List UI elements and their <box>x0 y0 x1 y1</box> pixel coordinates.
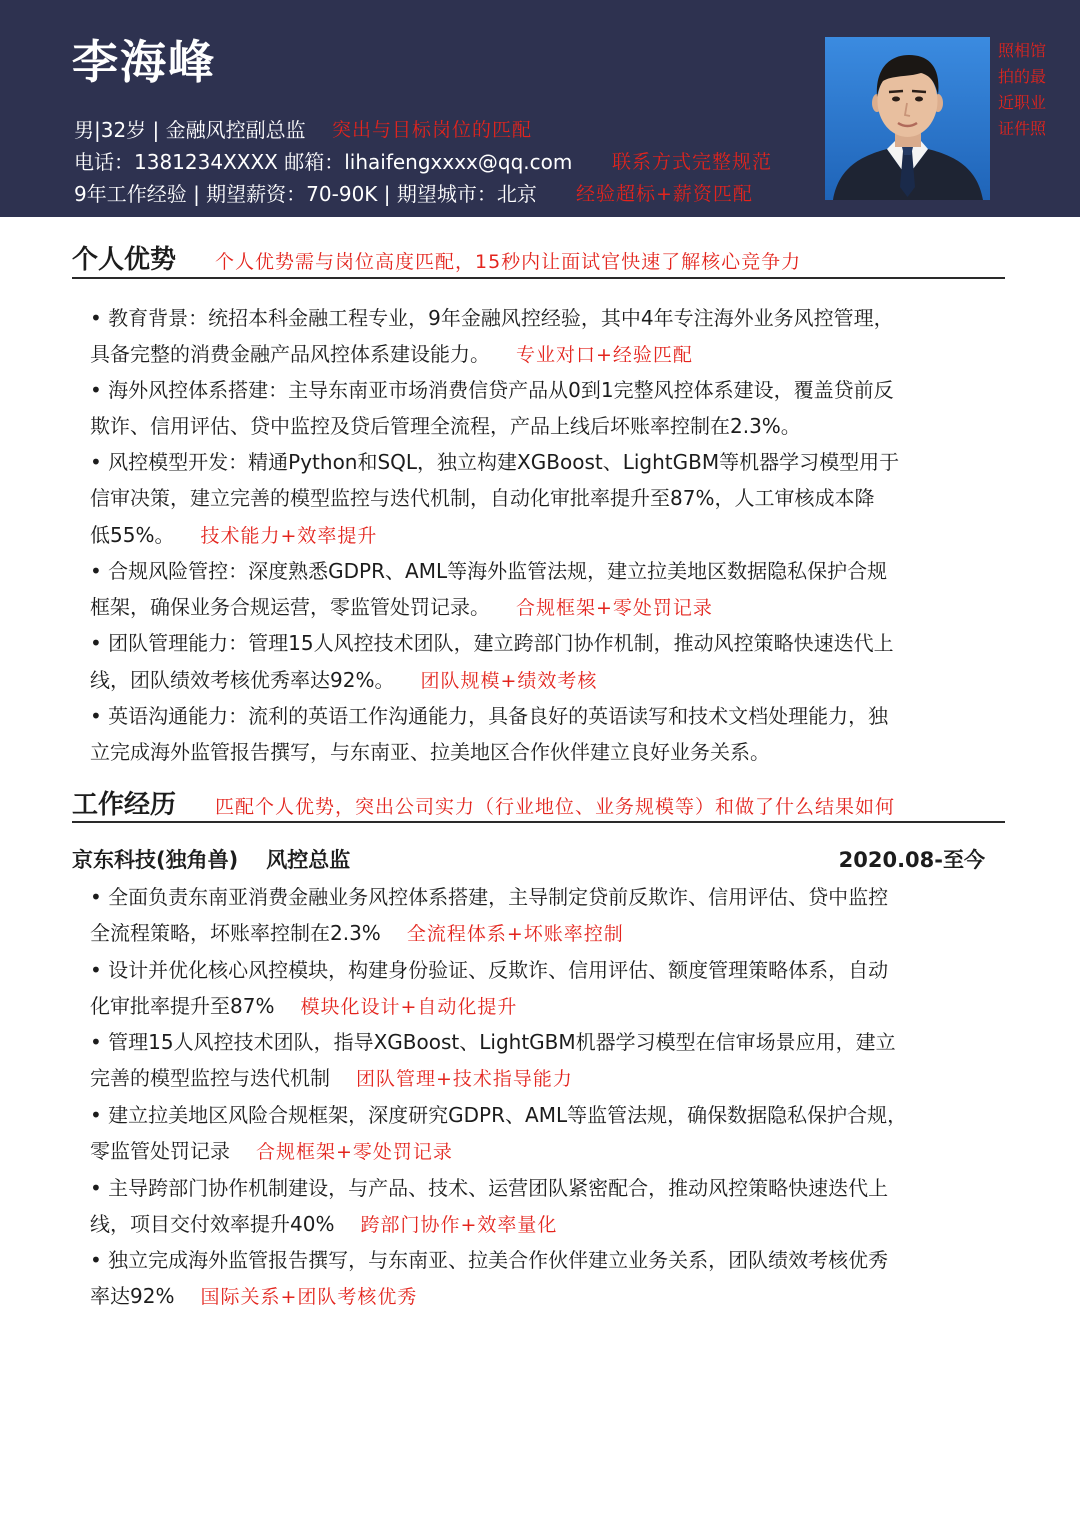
line-text: 线，项目交付效率提升40% <box>90 1212 335 1236</box>
job-role: 风控总监 <box>266 848 351 872</box>
line-text: • 风控模型开发：精通Python和SQL，独立构建XGBoost、LightGBM等机器学习模型用于 <box>90 450 900 474</box>
advantage-line <box>90 625 894 661</box>
line-text: • 独立完成海外监管报告撰写，与东南亚、拉美合作伙伴建立业务关系，团队绩效考核优秀 <box>90 1248 889 1272</box>
experience-line <box>90 1278 417 1314</box>
photo-annotation <box>998 38 1062 142</box>
experience-line <box>90 1097 907 1133</box>
experience-line <box>90 1060 573 1096</box>
line-text: • 团队管理能力：管理15人风控技术团队，建立跨部门协作机制，推动风控策略快速迭代上 <box>90 631 894 655</box>
line-text: 欺诈、信用评估、贷中监控及贷后管理全流程，产品上线后坏账率控制在2.3%。 <box>90 414 801 438</box>
advantage-line <box>90 444 899 480</box>
experience-line <box>90 915 624 951</box>
line-annotation: 团队管理+技术指导能力 <box>356 1068 573 1090</box>
photo-annotation-line: 证件照 <box>998 119 1047 138</box>
line-text: 信审决策，建立完善的模型监控与迭代机制，自动化审批率提升至87%，人工审核成本降 <box>90 486 875 510</box>
experience-line <box>90 1206 557 1242</box>
line-text: 完善的模型监控与迭代机制 <box>90 1066 330 1090</box>
line-text: 零监管处罚记录 <box>90 1139 230 1163</box>
line-annotation: 跨部门协作+效率量化 <box>360 1214 558 1236</box>
line-annotation: 合规框架+零处罚记录 <box>256 1141 453 1163</box>
resume-header <box>0 0 1080 217</box>
experience-line <box>90 879 888 915</box>
advantage-line <box>90 480 874 516</box>
line-annotation: 全流程体系+坏账率控制 <box>406 923 624 945</box>
advantage-line <box>90 698 888 734</box>
company-name: 京东科技(独角兽) <box>72 848 239 872</box>
job-period: 2020.08-至今 <box>838 848 985 872</box>
experience-line <box>90 1133 453 1169</box>
advantage-line <box>90 517 377 553</box>
line-text: 框架，确保业务合规运营，零监管处罚记录。 <box>90 595 490 619</box>
section-divider <box>72 821 1005 823</box>
section-title-experience: 工作经历 <box>72 790 177 820</box>
candidate-name: 李海峰 <box>72 35 216 89</box>
experience-line <box>90 952 888 988</box>
line-text: • 主导跨部门协作机制建设，与产品、技术、运营团队紧密配合，推动风控策略快速迭代上 <box>90 1176 889 1200</box>
line-text: 线，团队绩效考核优秀率达92%。 <box>90 668 395 692</box>
expectation-annotation: 经验超标+薪资匹配 <box>576 183 753 205</box>
photo-annotation-line: 近职业 <box>998 93 1047 112</box>
basic-info-annotation: 突出与目标岗位的匹配 <box>332 119 533 141</box>
line-text: 化审批率提升至87% <box>90 994 275 1018</box>
line-text: 率达92% <box>90 1284 175 1308</box>
advantage-line <box>90 300 894 336</box>
experience-line <box>90 988 517 1024</box>
line-text: • 全面负责东南亚消费金融业务风控体系搭建，主导制定贷前反欺诈、信用评估、贷中监控 <box>90 885 889 909</box>
line-annotation: 团队规模+绩效考核 <box>420 670 598 692</box>
contact-info: 电话：1381234XXXX 邮箱：lihaifengxxxx@qq.com <box>74 150 573 174</box>
line-text: • 设计并优化核心风控模块，构建身份验证、反欺诈、信用评估、额度管理策略体系，自动 <box>90 958 889 982</box>
line-text: • 管理15人风控技术团队，指导XGBoost、LightGBM机器学习模型在信审场景应用，建立 <box>90 1030 896 1054</box>
line-text: 立完成海外监管报告撰写，与东南亚、拉美地区合作伙伴建立良好业务关系。 <box>90 740 770 764</box>
profile-photo <box>825 37 990 200</box>
line-text: • 英语沟通能力：流利的英语工作沟通能力，具备良好的英语读写和技术文档处理能力，独 <box>90 704 889 728</box>
company-line <box>72 842 350 878</box>
expectation-info: 9年工作经验 | 期望薪资：70-90K | 期望城市：北京 <box>74 182 537 206</box>
line-annotation: 合规框架+零处罚记录 <box>516 597 713 619</box>
advantage-line <box>90 553 887 589</box>
line-text: 低55%。 <box>90 523 175 547</box>
basic-info: 男|32岁 | 金融风控副总监 <box>74 118 306 142</box>
experience-line <box>90 1242 888 1278</box>
line-text: • 合规风险管控：深度熟悉GDPR、AML等海外监管法规，建立拉美地区数据隐私保护合规 <box>90 559 888 583</box>
line-text: 具备完整的消费金融产品风控体系建设能力。 <box>90 342 490 366</box>
advantage-line <box>90 372 894 408</box>
section-annotation-advantages: 个人优势需与岗位高度匹配，15秒内让面试官快速了解核心竞争力 <box>215 251 802 273</box>
line-text: • 建立拉美地区风险合规框架，深度研究GDPR、AML等监管法规，确保数据隐私保护合规， <box>90 1103 908 1127</box>
section-annotation-experience: 匹配个人优势，突出公司实力（行业地位、业务规模等）和做了什么结果如何 <box>215 796 896 818</box>
experience-line <box>90 1170 888 1206</box>
line-text: • 海外风控体系搭建：主导东南亚市场消费信贷产品从0到1完整风控体系建设，覆盖贷前反 <box>90 378 894 402</box>
line-text: • 教育背景：统招本科金融工程专业，9年金融风控经验，其中4年专注海外业务风控管理， <box>90 306 894 330</box>
line-annotation: 国际关系+团队考核优秀 <box>200 1286 418 1308</box>
line-annotation: 专业对口+经验匹配 <box>516 344 693 366</box>
photo-annotation-line: 拍的最 <box>998 67 1047 86</box>
advantage-line <box>90 336 693 372</box>
line-annotation: 技术能力+效率提升 <box>200 525 378 547</box>
advantage-line <box>90 662 597 698</box>
line-annotation: 模块化设计+自动化提升 <box>300 996 518 1018</box>
experience-line <box>90 1024 896 1060</box>
contact-annotation: 联系方式完整规范 <box>612 151 773 173</box>
section-divider <box>72 277 1005 279</box>
advantage-line <box>90 734 770 770</box>
photo-annotation-line: 照相馆 <box>998 41 1047 60</box>
section-title-advantages: 个人优势 <box>72 245 177 275</box>
line-text: 全流程策略，坏账率控制在2.3% <box>90 921 381 945</box>
advantage-line <box>90 589 713 625</box>
advantage-line <box>90 408 801 444</box>
